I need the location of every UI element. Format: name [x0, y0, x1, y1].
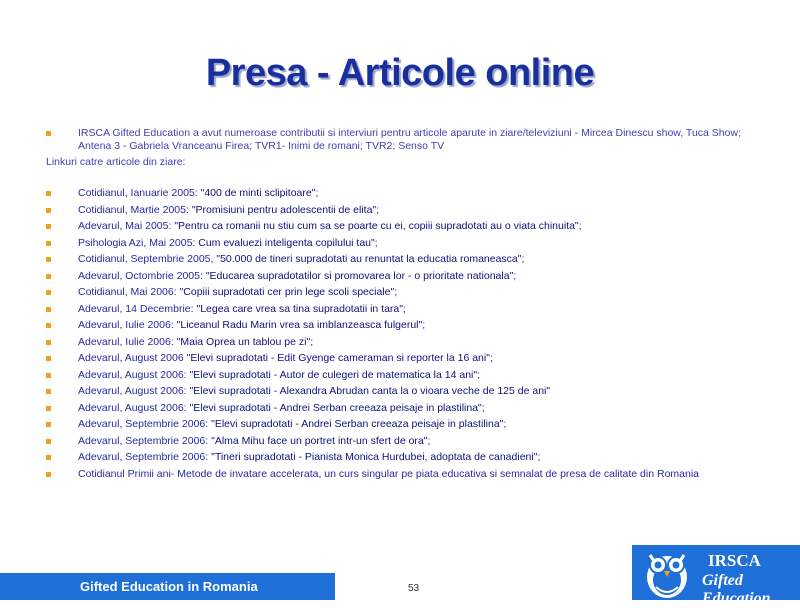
- article-tail: ;: [402, 302, 406, 315]
- bullet-marker-icon: [46, 307, 51, 312]
- article-source: Adevarul, Octombrie 2005:: [78, 269, 206, 282]
- article-source: Adevarul, Septembrie 2006:: [78, 451, 212, 463]
- bullet-marker-icon: [46, 257, 51, 262]
- article-link-item[interactable]: [46, 187, 766, 204]
- article-source: Adevarul, Mai 2005:: [78, 220, 175, 232]
- article-source: Adevarul, August 2006:: [78, 368, 190, 381]
- article-tail: ;: [376, 203, 380, 216]
- bullet-marker-icon: [46, 455, 51, 460]
- bullet-marker-icon: [46, 208, 51, 213]
- article-title: "50.000 de tineri supradotati au renuntat la educatia romaneasca": [216, 253, 522, 265]
- intro-section: [46, 127, 756, 169]
- links-heading: Linkuri catre articole din ziare:: [46, 156, 186, 168]
- article-tail: ;: [310, 335, 314, 348]
- article-title: "Elevi supradotati - Autor de culegeri de matematica la 14 ani": [189, 368, 478, 381]
- article-title: "Alma Mihu face un portret intr-un sfert de ora": [211, 434, 428, 447]
- bullet-marker-icon: [46, 340, 51, 345]
- article-source: Cotidianul, Septembrie 2005,: [78, 253, 217, 265]
- article-link-item[interactable]: [46, 253, 766, 270]
- article-link-item[interactable]: [46, 319, 766, 336]
- article-source: Adevarul, Septembrie 2006:: [78, 434, 212, 447]
- intro-bullet-text: IRSCA Gifted Education a avut numeroase contributii si interviuri pentru articole aparute in ziare/televiziuni - Mircea Dinescu show, Tuca Show; Antena 3 - Gabriela Vranceanu Firea; TVR1- Inimi de romani; TVR2; Senso TV: [78, 127, 741, 152]
- article-source: Cotidianul Primii ani- Metode de invatare accelerata, un curs singular pe piata educativa si semnalat de presa de calitate din Romania: [78, 467, 700, 480]
- article-source: Cotidianul, Ianuarie 2005:: [78, 187, 201, 199]
- bullet-marker-icon: [46, 290, 51, 295]
- article-source: Adevarul, Septembrie 2006:: [78, 418, 212, 430]
- bullet-marker-icon: [46, 422, 51, 427]
- article-tail: ;: [477, 368, 481, 381]
- article-link-item[interactable]: [46, 418, 766, 435]
- article-link-item[interactable]: [46, 303, 766, 320]
- owl-icon: [638, 547, 696, 599]
- bullet-marker-icon: [46, 323, 51, 328]
- article-source: Adevarul, August 2006: [78, 352, 187, 364]
- article-title: "Liceanul Radu Marin vrea sa imblanzeasca fulgerul": [176, 319, 423, 331]
- logo-subtitle: Gifted Education: [702, 572, 771, 607]
- slide-title: Presa - Articole online: [205, 52, 595, 94]
- article-source: Cotidianul, Martie 2005:: [78, 203, 192, 216]
- bullet-marker-icon: [46, 356, 51, 361]
- article-tail: ;: [578, 220, 582, 232]
- article-link-item[interactable]: [46, 451, 766, 468]
- article-source: Cotidianul, Mai 2006:: [78, 286, 180, 298]
- article-source: Psihologia Azi, Mai 2005:: [78, 236, 199, 249]
- article-tail: ;: [481, 401, 485, 414]
- article-link-item[interactable]: [46, 336, 766, 353]
- article-tail: ;: [489, 352, 493, 364]
- intro-bullet: [46, 127, 756, 153]
- article-link-item[interactable]: [46, 220, 766, 237]
- article-link-item[interactable]: [46, 435, 766, 452]
- bullet-marker-icon: [46, 472, 51, 477]
- bullet-marker-icon: [46, 241, 51, 246]
- bullet-marker-icon: [46, 373, 51, 378]
- article-title: Cum evaluezi inteligenta copilului tau": [198, 236, 375, 249]
- article-link-item[interactable]: [46, 385, 766, 402]
- logo-title: IRSCA: [708, 551, 761, 570]
- article-source: Adevarul, Iulie 2006:: [78, 335, 177, 348]
- article-tail: ;: [374, 236, 378, 249]
- article-source: Adevarul, August 2006:: [78, 401, 190, 414]
- article-title: "Promisiuni pentru adolescentii de elita": [191, 203, 377, 216]
- article-title: "Pentru ca romanii nu stiu cum sa se poarte cu ei, copiii supradotati au o viata chinuita": [174, 220, 579, 232]
- article-tail: ;: [513, 269, 517, 282]
- article-source: Adevarul, 14 Decembrie:: [78, 302, 197, 315]
- article-link-item[interactable]: [46, 402, 766, 419]
- article-tail: ;: [521, 253, 525, 265]
- article-link-item[interactable]: [46, 369, 766, 386]
- article-link-item[interactable]: [46, 237, 766, 254]
- article-link-item[interactable]: [46, 270, 766, 287]
- article-title: "Educarea supradotatilor si promovarea lor - o prioritate nationala": [205, 269, 514, 282]
- article-link-item[interactable]: [46, 286, 766, 303]
- article-title: "400 de minti sclipitoare": [200, 187, 316, 199]
- article-tail: ;: [394, 286, 398, 298]
- article-title: "Copiii supradotati cer prin lege scoli speciale": [179, 286, 395, 298]
- irsca-logo: [632, 545, 800, 607]
- article-source: Adevarul, August 2006:: [78, 385, 190, 397]
- article-title: "Legea care vrea sa tina supradotatii in tara": [196, 302, 403, 315]
- article-tail: ;: [427, 434, 431, 447]
- footer-text: Gifted Education in Romania: [80, 579, 258, 594]
- article-links-list: [46, 187, 766, 484]
- bullet-marker-icon: [46, 131, 51, 136]
- article-link-item[interactable]: [46, 468, 766, 485]
- bullet-marker-icon: [46, 439, 51, 444]
- article-title: "Maia Oprea un tablou pe zi": [176, 335, 311, 348]
- bullet-marker-icon: [46, 274, 51, 279]
- article-tail: ;: [315, 187, 319, 199]
- article-link-item[interactable]: [46, 352, 766, 369]
- bullet-marker-icon: [46, 191, 51, 196]
- article-title: "Elevi supradotati - Andrei Serban creeaza peisaje in plastilina": [189, 401, 482, 414]
- article-tail: ;: [537, 451, 541, 463]
- article-source: Adevarul, Iulie 2006:: [78, 319, 177, 331]
- article-title: "Tineri supradotati - Pianista Monica Hurdubei, adoptata de canadieni": [211, 451, 538, 463]
- article-title: "Elevi supradotati - Alexandra Abrudan canta la o vioara veche de 125 de ani": [189, 385, 551, 397]
- page-number: 53: [408, 583, 420, 594]
- article-title: "Elevi supradotati - Andrei Serban creeaza peisaje in plastilina": [211, 418, 504, 430]
- article-title: "Elevi supradotati - Edit Gyenge cameraman si reporter la 16 ani": [186, 352, 490, 364]
- article-tail: ;: [422, 319, 426, 331]
- bullet-marker-icon: [46, 406, 51, 411]
- footer-bar: [0, 573, 335, 600]
- bullet-marker-icon: [46, 224, 51, 229]
- article-link-item[interactable]: [46, 204, 766, 221]
- bullet-marker-icon: [46, 389, 51, 394]
- article-tail: ;: [503, 418, 507, 430]
